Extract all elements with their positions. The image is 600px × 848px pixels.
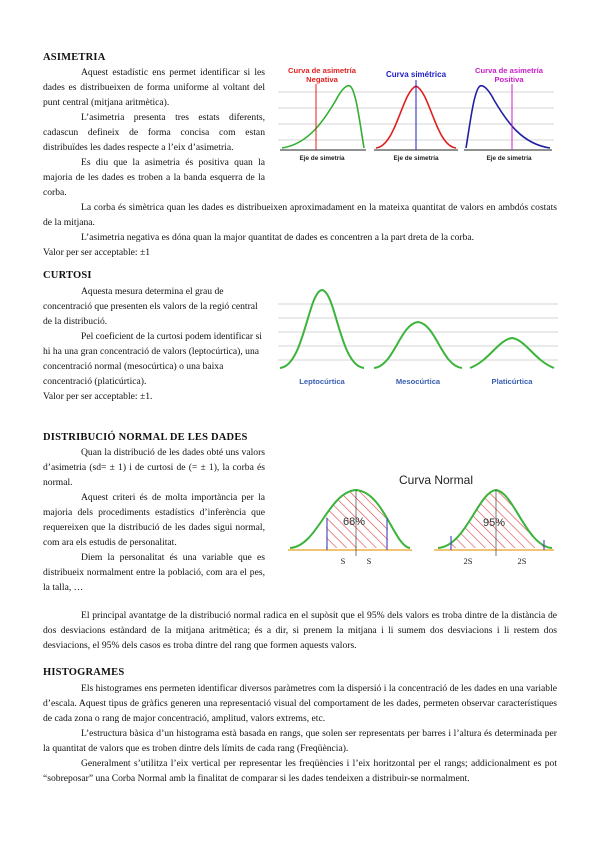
- negative-title-line-2: Negativa: [306, 75, 338, 84]
- histogrames-para-2: L’estructura bàsica d’un histograma està basada en rangs, que solen ser representats per barres i l’altura és determinada per la quantitat de valors que es troben dintre dels límits de cada rang (Freqüència).: [43, 728, 557, 754]
- normal-column-text: [43, 445, 265, 595]
- leptokurtic-curve: [280, 290, 364, 368]
- axis-label-negative: Eje de simetría: [299, 155, 345, 162]
- left-tick-1: S: [340, 556, 346, 566]
- curtosi-para-2: Pel coeficient de la curtosi podem identificar si hi ha una gran concentració de valors (leptocúrtica), una concentració normal (mesocúrtica) o una baixa concentració (platicúrtica).: [43, 331, 262, 387]
- asimetria-para-5: L’asimetria negativa es dóna quan la major quantitat de dades es concentren a la part dreta de la corba.: [81, 232, 475, 243]
- heading-asimetria: ASIMETRIA: [43, 52, 106, 63]
- heading-histogrames: HISTOGRAMES: [43, 667, 125, 678]
- asimetria-para-4: La corba és simètrica quan les dades es distribueixen aproximadament en la mateixa quantitat de valors en ambdós costats de la mitjana.: [43, 202, 557, 228]
- left-tick-2: S: [366, 556, 372, 566]
- mesokurtic-curve: [374, 322, 462, 368]
- heading-curtosi: CURTOSI: [43, 270, 92, 281]
- heading-normal: DISTRIBUCIÓ NORMAL DE LES DADES: [43, 432, 248, 443]
- kurtosis-figure: [278, 282, 558, 390]
- positive-skew-curve: [466, 86, 550, 148]
- asimetria-para-1: Aquest estadístic ens permet identificar si les dades es distribueixen de forma uniforme al voltant del punt central (mitjana aritmètica).: [43, 67, 265, 108]
- normal-curve-figure: [288, 470, 554, 600]
- negative-skew-curve: [282, 86, 364, 148]
- asymmetry-figure: [278, 62, 554, 168]
- platykurtic-label: Platicúrtica: [491, 377, 533, 386]
- asimetria-column-text: [43, 65, 265, 200]
- symmetric-title: Curva simétrica: [385, 70, 447, 79]
- curtosi-para-1: Aquesta mesura determina el grau de concentració que presenten els valors de la regió central de la distribució.: [43, 286, 258, 327]
- asimetria-para-3: Es diu que la asimetria és positiva quan la majoria de les dades es troben a la banda esquerra de la corba.: [43, 157, 265, 198]
- axis-label-positive: Eje de simetría: [486, 155, 532, 162]
- axis-label-symmetric: Eje de simetría: [393, 155, 439, 162]
- asimetria-para-2: L’asimetria presenta tres estats diferents, cadascun defineix de forma concisa com estan distribuïdes les dades respecte a l’eix d’asimetria.: [43, 112, 265, 153]
- positive-title-line-2: Positiva: [494, 75, 524, 84]
- right-tick-2: 2S: [517, 556, 527, 566]
- normal-para-4: El principal avantatge de la distribució normal radica en el supòsit que el 95% dels valors es troba dintre de la distància de dos desviacions estàndard de la mitjana aritmètica; és a dir, si prenem la mitjana i li sumem dos desviacions i li restem dos desviacions, el 95% dels casos es troba dintre del rang que formen aquests valors.: [43, 610, 557, 651]
- normal-curve-title: Curva Normal: [398, 473, 474, 487]
- histogrames-text: [43, 681, 557, 786]
- mesokurtic-label: Mesocúrtica: [395, 377, 441, 386]
- asimetria-full-text: [43, 200, 557, 260]
- platykurtic-curve: [470, 338, 554, 368]
- histogrames-para-1: Els histogrames ens permeten identificar diversos paràmetres com la dispersió i la concentració de les dades en una variable d’escala. Aquest tipus de gràfics generen una representació visual del comportament de les dades, permeten observar característiques de cada zona o rang de major concentració, amplitud, valors extrems, etc.: [43, 683, 557, 724]
- normal-para-1: Quan la distribució de les dades obté uns valors d’asimetria (sd= ± 1) i de curtosi de (= ± 1), la corba és normal.: [43, 447, 265, 488]
- negative-title-line-1: Curva de asimetría: [288, 66, 356, 75]
- curtosi-text: [43, 284, 268, 404]
- leptokurtic-label: Leptocúrtica: [299, 377, 345, 386]
- curtosi-acceptable: Valor per ser acceptable: ±1.: [43, 391, 153, 402]
- histogrames-para-3: Generalment s’utilitza l’eix vertical per representar les freqüències i l’eix horitzontal per el rangs; addicionalment es pot “sobreposar” una Corba Normal amb la finalitat de comparar si les dades tendeixen a distribuir-se normalment.: [43, 758, 557, 784]
- normal-full-text: [43, 608, 557, 653]
- asimetria-acceptable: Valor per ser acceptable: ±1: [43, 247, 151, 258]
- normal-para-3: Diem la personalitat és una variable que es distribueix normalment entre la població, com ara el pes, la talla, …: [43, 552, 265, 593]
- normal-para-2: Aquest criteri és de molta importància per la majoria dels procediments estadístics d’inferència que requereixen que la distribució de les dades sigui normal, com ara els estudis de personalitat.: [43, 492, 265, 548]
- right-tick-1: 2S: [463, 556, 473, 566]
- right-percentage: 95%: [482, 517, 506, 529]
- left-percentage: 68%: [342, 516, 366, 528]
- positive-title-line-1: Curva de asimetría: [475, 66, 543, 75]
